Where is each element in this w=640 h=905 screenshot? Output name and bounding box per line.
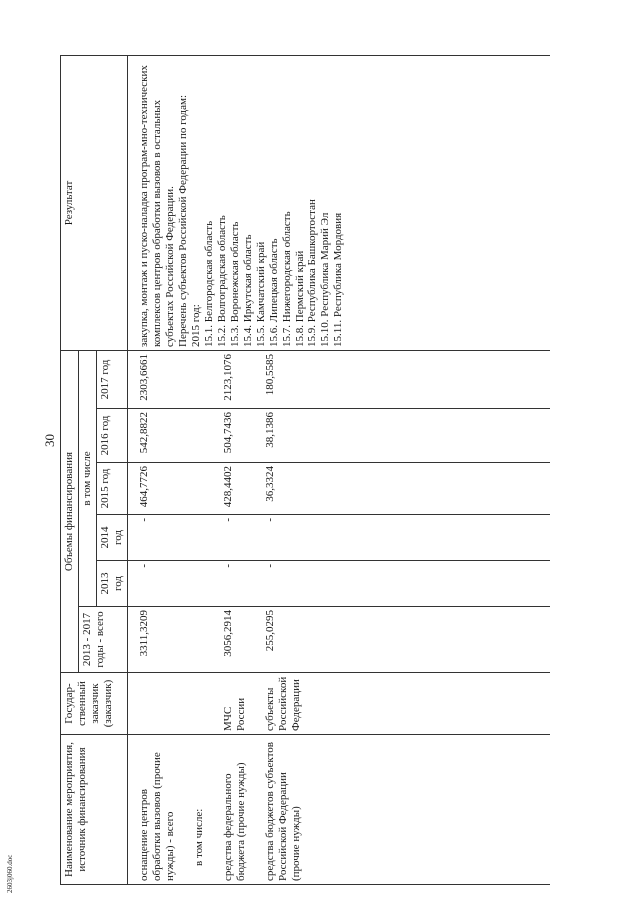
result-line: 15.4. Иркутская область bbox=[241, 234, 254, 347]
result-line: Перечень субъектов Российской Федерации по годам: bbox=[176, 94, 189, 347]
document-code: 2603j060.doc bbox=[6, 854, 14, 893]
row-name: средства бюджетов субъектов Российской Федерации (прочие нужды) bbox=[250, 735, 550, 885]
row-2013: - bbox=[208, 561, 250, 607]
row-2015: 36,3324 bbox=[250, 463, 550, 515]
row-customer bbox=[127, 673, 178, 735]
header-financing: Объемы финансирования bbox=[61, 351, 79, 673]
header-in-that: в том числе bbox=[78, 351, 96, 607]
page-number: 30 bbox=[42, 434, 57, 447]
row-2013: - bbox=[127, 561, 178, 607]
result-line: 15.11. Республика Мордовия bbox=[332, 212, 345, 347]
row-customer: МЧС России bbox=[208, 673, 250, 735]
row-name: в том числе: bbox=[179, 735, 208, 885]
result-line: 15.3. Воронежская область bbox=[228, 221, 241, 347]
header-customer: Государ-ственный заказчик (заказчик) bbox=[61, 673, 128, 735]
result-line: 15.2. Волгоградская область bbox=[215, 215, 228, 347]
header-result: Результат bbox=[61, 56, 128, 351]
row-2016: 542,8822 bbox=[127, 409, 178, 463]
header-2016: 2016 год bbox=[96, 409, 127, 463]
row-name: средства федерального бюджета (прочие нужды) bbox=[208, 735, 250, 885]
row-2017: 2303,6661 bbox=[127, 351, 178, 409]
header-2014: 2014 год bbox=[96, 515, 127, 561]
result-line: 15.1. Белгородская область bbox=[202, 220, 215, 347]
row-2016: 38,1386 bbox=[250, 409, 550, 463]
row-total: 3311,3209 bbox=[127, 607, 178, 673]
row-2016: 504,7436 bbox=[208, 409, 250, 463]
result-line: закупка, монтаж и пуско-наладка програм-мно-технических комплексов центров обработки вызовов в остальных субъектах Российской Федерации. bbox=[137, 65, 176, 347]
header-name: Наименование мероприятия, источник финансирования bbox=[61, 735, 128, 885]
result-line: 15.8. Пермский край bbox=[293, 250, 306, 347]
row-2017: 180,5585 bbox=[250, 351, 550, 409]
result-line: 15.6. Липецкая область bbox=[267, 238, 280, 347]
table-row bbox=[127, 56, 178, 885]
result-line: 2015 год: bbox=[189, 304, 202, 347]
financing-table bbox=[60, 55, 550, 885]
row-customer: субъекты Российской Федерации bbox=[250, 673, 550, 735]
result-line: 15.7. Нижегородская область bbox=[280, 211, 293, 347]
row-2015: 428,4402 bbox=[208, 463, 250, 515]
header-total: 2013 - 2017 годы - всего bbox=[78, 607, 127, 673]
result-line: 15.5. Камчатский край bbox=[254, 241, 267, 347]
row-total: 3056,2914 bbox=[208, 607, 250, 673]
result-line: 15.10. Республика Марий Эл bbox=[319, 212, 332, 347]
row-2014: - bbox=[208, 515, 250, 561]
header-2015: 2015 год bbox=[96, 463, 127, 515]
header-2013: 2013 год bbox=[96, 561, 127, 607]
row-2013: - bbox=[250, 561, 550, 607]
row-total: 255,0295 bbox=[250, 607, 550, 673]
row-2014: - bbox=[127, 515, 178, 561]
row-2017: 2123,1076 bbox=[208, 351, 250, 409]
row-name: оснащение центров обработки вызовов (прочие нужды) - всего bbox=[127, 735, 178, 885]
row-2014: - bbox=[250, 515, 550, 561]
rotated-page-content bbox=[60, 55, 620, 885]
header-2017: 2017 год bbox=[96, 351, 127, 409]
result-cell bbox=[127, 56, 549, 351]
result-line: 15.9. Республика Башкортостан bbox=[306, 199, 319, 347]
row-2015: 464,7726 bbox=[127, 463, 178, 515]
